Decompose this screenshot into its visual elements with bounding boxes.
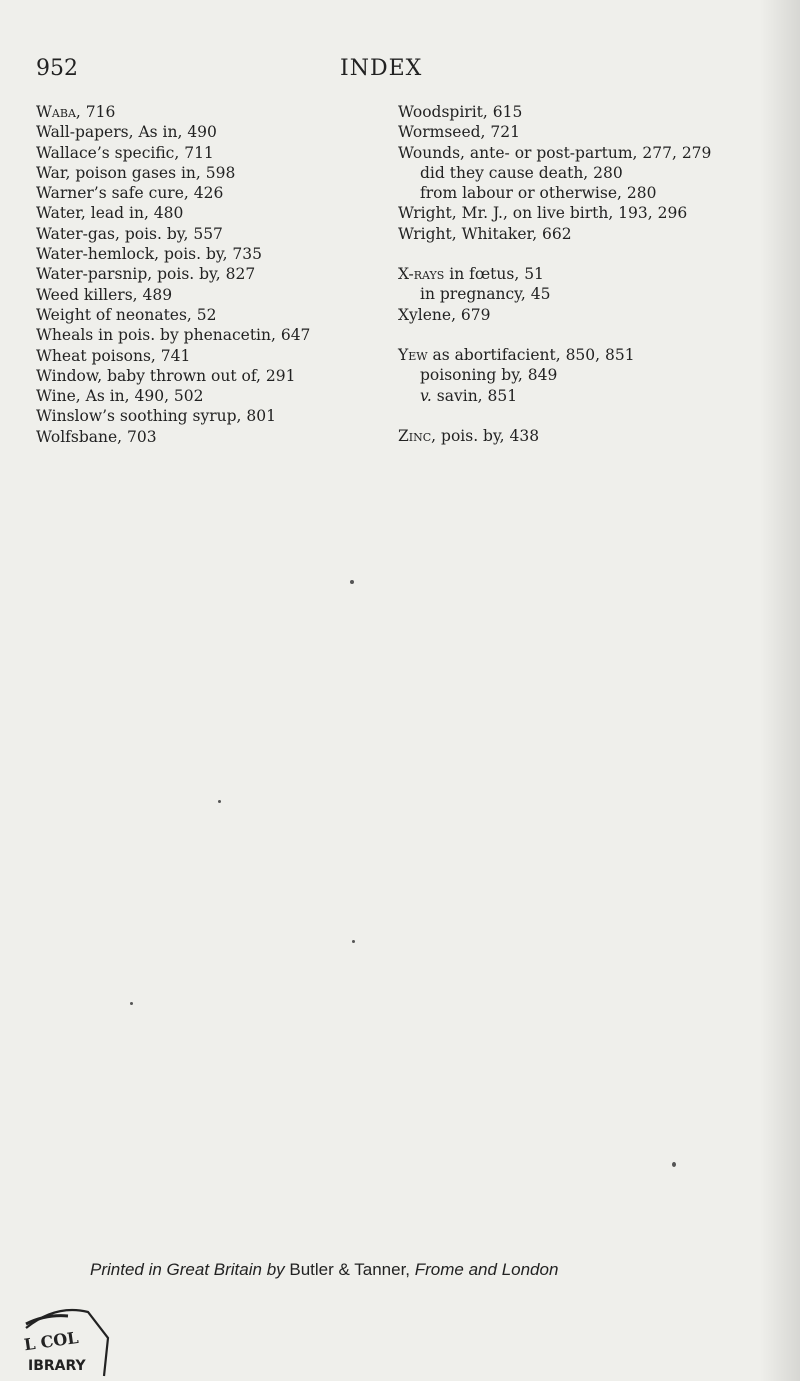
entry-head: Yew <box>398 345 428 364</box>
index-entry: Water-gas, pois. by, 557 <box>36 224 223 243</box>
index-entry: Winslow’s soothing syrup, 801 <box>36 407 277 426</box>
entry-rest: , pois. by, 438 <box>431 426 540 445</box>
index-entry: Water-hemlock, pois. by, 735 <box>36 245 263 264</box>
paper-speck <box>130 1002 133 1005</box>
index-subentry: poisoning by, 849 <box>420 366 558 385</box>
index-entry: Weight of neonates, 52 <box>36 305 217 324</box>
index-entry: Wormseed, 721 <box>398 123 520 142</box>
paper-speck <box>352 940 355 943</box>
page-header <box>0 56 800 86</box>
index-subentry: did they cause death, 280 <box>420 163 623 182</box>
index-column-left <box>36 102 381 447</box>
entry-rest: savin, 851 <box>431 386 518 405</box>
index-entry: Woodspirit, 615 <box>398 103 523 121</box>
letter-group-gap <box>398 406 788 426</box>
printer-imprint <box>90 1260 770 1280</box>
index-entry: Wallace’s specific, 711 <box>36 143 214 162</box>
imprint-part1: Printed in Great Britain by <box>90 1260 285 1279</box>
index-subentry <box>398 386 788 406</box>
paper-speck <box>350 580 354 584</box>
index-entry: War, poison gases in, 598 <box>36 163 236 182</box>
running-title: INDEX <box>340 56 423 81</box>
entry-head: Waba <box>36 103 76 121</box>
paper-speck <box>218 800 221 803</box>
index-entry: Wine, As in, 490, 502 <box>36 387 204 406</box>
index-entry <box>398 426 788 446</box>
index-entry: Wheat poisons, 741 <box>36 346 191 365</box>
index-entry: Wright, Whitaker, 662 <box>398 224 572 243</box>
index-entry: Wolfsbane, 703 <box>36 427 157 446</box>
index-entry: Wounds, ante- or post-partum, 277, 279 <box>398 143 712 162</box>
index-entry: Wright, Mr. J., on live birth, 193, 296 <box>398 204 688 223</box>
page-number: 952 <box>36 56 78 81</box>
index-entry <box>36 102 381 122</box>
paper-speck <box>672 1162 676 1167</box>
stamp-text-top: L COL <box>22 1327 80 1355</box>
entry-rest: in fœtus, 51 <box>444 265 544 284</box>
entry-head: X-rays <box>398 265 445 284</box>
index-entry: Xylene, 679 <box>398 305 491 324</box>
entry-rest: , 716 <box>75 103 116 121</box>
library-stamp <box>16 1298 126 1378</box>
letter-group-gap <box>398 325 788 345</box>
index-entry: Window, baby thrown out of, 291 <box>36 366 296 385</box>
imprint-part2: Butler & Tanner, <box>284 1260 415 1279</box>
index-entry: Wheals in pois. by phenacetin, 647 <box>36 326 311 345</box>
entry-italic: v. <box>420 386 432 405</box>
index-entry <box>398 345 788 365</box>
index-subentry: in pregnancy, 45 <box>420 285 551 304</box>
entry-head: Zinc <box>398 426 432 445</box>
entry-rest: as abortifacient, 850, 851 <box>427 345 635 364</box>
imprint-part3: Frome and London <box>414 1260 559 1279</box>
index-entry: Wall-papers, As in, 490 <box>36 123 217 142</box>
index-entry: Warner’s safe cure, 426 <box>36 184 224 203</box>
index-entry: Water-parsnip, pois. by, 827 <box>36 265 256 284</box>
index-subentry: from labour or otherwise, 280 <box>420 184 657 203</box>
index-column-right <box>398 102 788 446</box>
stamp-text-bottom: IBRARY <box>28 1358 86 1374</box>
index-entry <box>398 264 788 284</box>
index-entry: Water, lead in, 480 <box>36 204 184 223</box>
index-entry: Weed killers, 489 <box>36 285 173 304</box>
letter-group-gap <box>398 244 788 264</box>
